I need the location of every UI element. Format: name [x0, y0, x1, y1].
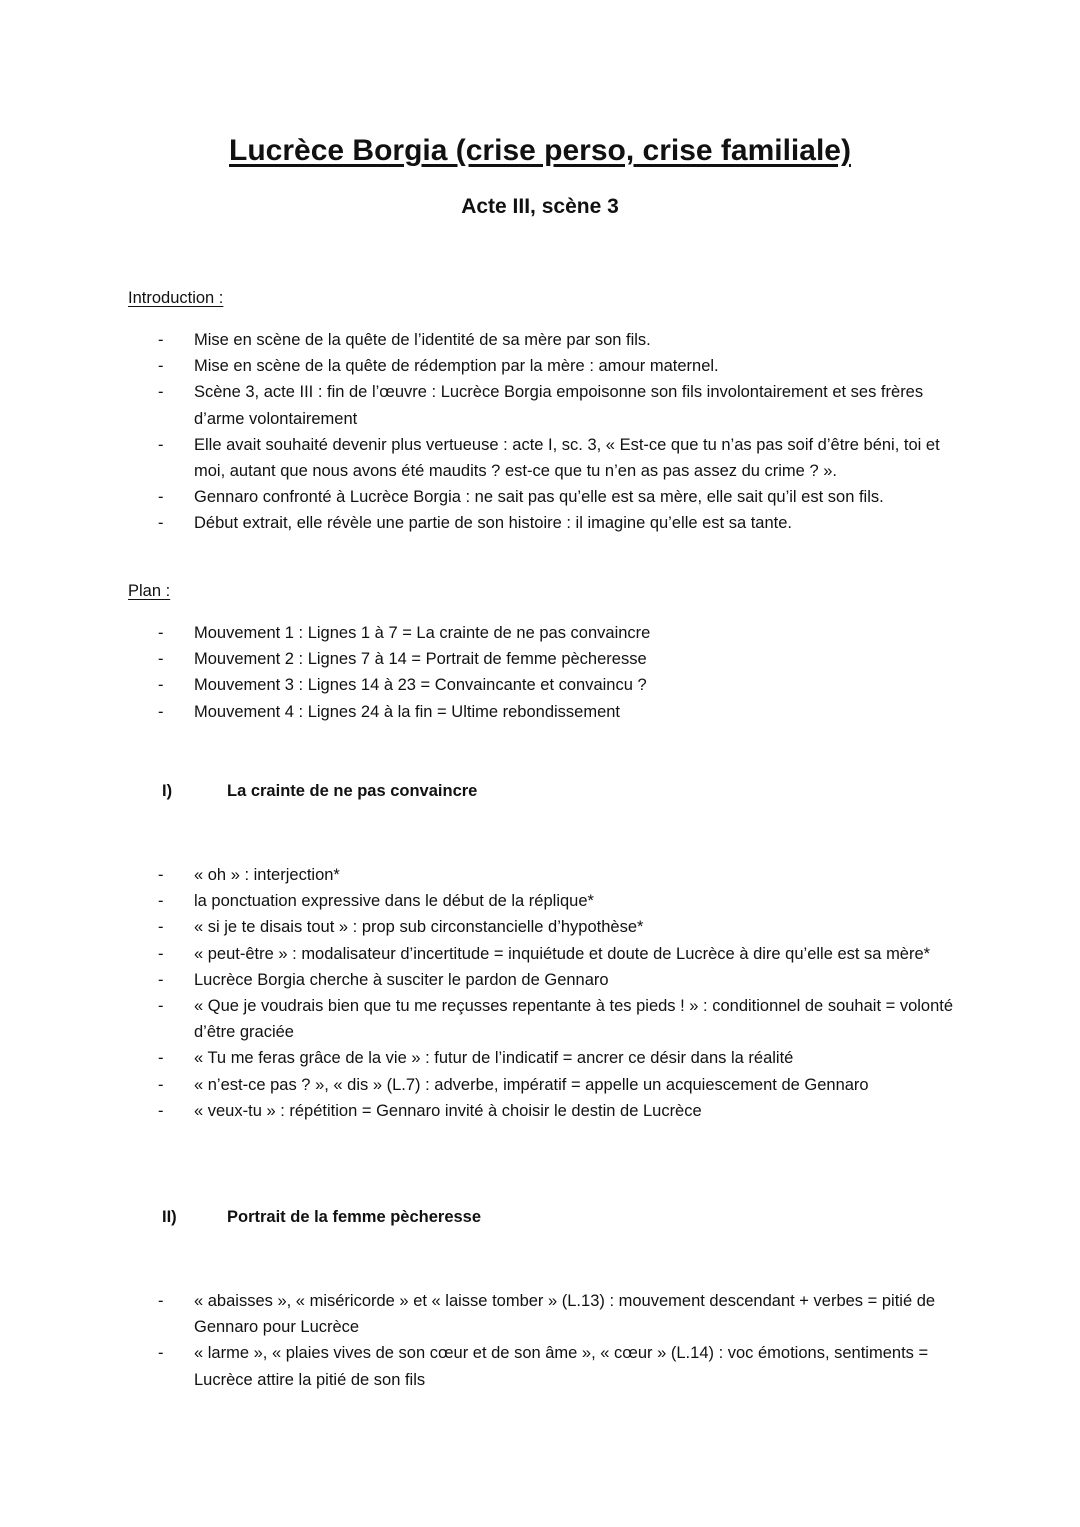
section1-list: [0, 862, 1080, 1124]
plan-label: Plan :: [128, 582, 171, 600]
document-title: Lucrèce Borgia (crise perso, crise familiale): [229, 134, 851, 167]
list-item: - Début extrait, elle révèle une partie de son histoire : il imagine qu’elle est sa tante.: [158, 514, 793, 533]
section2-list: [0, 1288, 1080, 1393]
list-item: - Mouvement 3 : Lignes 14 à 23 = Convaincante et convaincu ?: [158, 676, 647, 695]
list-item: - Scène 3, acte III : fin de l’œuvre : Lucrèce Borgia empoisonne son fils involontairement et ses frères d’arme volontairement: [158, 383, 924, 428]
list-item-text: « oh » : interjection*: [194, 866, 340, 884]
list-item-text: Scène 3, acte III : fin de l’œuvre : Lucrèce Borgia empoisonne son fils involontairement et ses frères d’arme volontairement: [194, 383, 924, 428]
list-item-text: « peut-être » : modalisateur d’incertitude = inquiétude et doute de Lucrèce à dire qu’elle est sa mère*: [194, 944, 931, 963]
list-item-text: « si je te disais tout » : prop sub circonstancielle d’hypothèse*: [194, 918, 644, 937]
list-item: - la ponctuation expressive dans le début de la réplique*: [158, 892, 594, 911]
introduction-label: Introduction :: [128, 289, 224, 307]
list-item-text: Mise en scène de la quête de rédemption par la mère : amour maternel.: [194, 357, 719, 376]
list-item-text: Mouvement 3 : Lignes 14 à 23 = Convaincante et convaincu ?: [194, 676, 647, 695]
list-item-text: « Tu me feras grâce de la vie » : futur de l’indicatif = ancrer ce désir dans la réalité: [194, 1049, 794, 1068]
list-item-text: « abaisses », « miséricorde » et « laisse tomber » (L.13) : mouvement descendant + verbes = pitié de Gennaro pour Lucrèce: [194, 1292, 936, 1337]
list-item: - Gennaro confronté à Lucrèce Borgia : ne sait pas qu’elle est sa mère, elle sait qu’il est son fils.: [158, 488, 884, 507]
section-number: I): [162, 782, 173, 800]
list-item-text: Début extrait, elle révèle une partie de son histoire : il imagine qu’elle est sa tante.: [194, 514, 793, 533]
section-title: La crainte de ne pas convaincre: [227, 782, 478, 800]
introduction-list: [0, 327, 1080, 537]
list-item: - Mise en scène de la quête de rédemption par la mère : amour maternel.: [158, 357, 719, 376]
list-item-text: « veux-tu » : répétition = Gennaro invité à choisir le destin de Lucrèce: [194, 1101, 702, 1120]
list-item: - « veux-tu » : répétition = Gennaro invité à choisir le destin de Lucrèce: [158, 1101, 702, 1120]
list-item: - Mouvement 4 : Lignes 24 à la fin = Ultime rebondissement: [158, 702, 621, 721]
list-item-text: la ponctuation expressive dans le début de la réplique*: [194, 892, 594, 911]
list-item: - « Tu me feras grâce de la vie » : futur de l’indicatif = ancrer ce désir dans la réalité: [158, 1049, 794, 1068]
list-item: - « abaisses », « miséricorde » et « laisse tomber » (L.13) : mouvement descendant + verbes = pitié de Gennaro pour Lucrèce: [158, 1292, 936, 1337]
section-title: Portrait de la femme pècheresse: [227, 1208, 482, 1226]
list-item-text: Mouvement 2 : Lignes 7 à 14 = Portrait de femme pècheresse: [194, 650, 647, 669]
list-item: - « oh » : interjection*: [158, 866, 340, 884]
list-item-text: Elle avait souhaité devenir plus vertueuse : acte I, sc. 3, « Est-ce que tu n’as pas soif d’être béni, toi et moi, autant que nous avons été maudits ? est-ce que tu n’en as pas assez du crime ? ».: [194, 435, 940, 481]
list-item-text: Lucrèce Borgia cherche à susciter le pardon de Gennaro: [194, 970, 609, 989]
list-item-text: Mouvement 4 : Lignes 24 à la fin = Ultime rebondissement: [194, 702, 621, 721]
list-item: - « si je te disais tout » : prop sub circonstancielle d’hypothèse*: [158, 918, 644, 937]
section-number: II): [162, 1208, 177, 1226]
list-item-text: Gennaro confronté à Lucrèce Borgia : ne sait pas qu’elle est sa mère, elle sait qu’il est son fils.: [194, 488, 884, 507]
list-item: - Mouvement 1 : Lignes 1 à 7 = La crainte de ne pas convaincre: [158, 624, 651, 642]
list-item-text: Mise en scène de la quête de l’identité de sa mère par son fils.: [194, 331, 651, 349]
list-item: - Elle avait souhaité devenir plus vertueuse : acte I, sc. 3, « Est-ce que tu n’as pas soif d’être béni, toi et moi, autant que nous avons été maudits ? est-ce que tu n’en as pas assez du crime ? ».: [158, 435, 940, 481]
list-item: - Mise en scène de la quête de l’identité de sa mère par son fils.: [158, 331, 651, 349]
document-subtitle: Acte III, scène 3: [461, 195, 619, 218]
list-item-text: « Que je voudrais bien que tu me reçusses repentante à tes pieds ! » : conditionnel de souhait = volonté d’être graciée: [194, 997, 954, 1042]
list-item-text: « larme », « plaies vives de son cœur et de son âme », « cœur » (L.14) : voc émotions, sentiments = Lucrèce attire la pitié de son fils: [194, 1344, 929, 1389]
list-item: - « peut-être » : modalisateur d’incertitude = inquiétude et doute de Lucrèce à dire qu’elle est sa mère*: [158, 944, 931, 963]
list-item-text: Mouvement 1 : Lignes 1 à 7 = La crainte de ne pas convaincre: [194, 624, 651, 642]
list-item: - « larme », « plaies vives de son cœur et de son âme », « cœur » (L.14) : voc émotions, sentiments = Lucrèce attire la pitié de son fils: [158, 1344, 929, 1389]
plan-list: [0, 620, 1080, 725]
list-item: - Mouvement 2 : Lignes 7 à 14 = Portrait de femme pècheresse: [158, 650, 647, 669]
list-item: - « n’est-ce pas ? », « dis » (L.7) : adverbe, impératif = appelle un acquiescement de Gennaro: [158, 1075, 869, 1094]
list-item: - « Que je voudrais bien que tu me reçusses repentante à tes pieds ! » : conditionnel de souhait = volonté d’être graciée: [158, 997, 954, 1042]
list-item: - Lucrèce Borgia cherche à susciter le pardon de Gennaro: [158, 970, 609, 989]
list-item-text: « n’est-ce pas ? », « dis » (L.7) : adverbe, impératif = appelle un acquiescement de Gennaro: [194, 1075, 869, 1094]
